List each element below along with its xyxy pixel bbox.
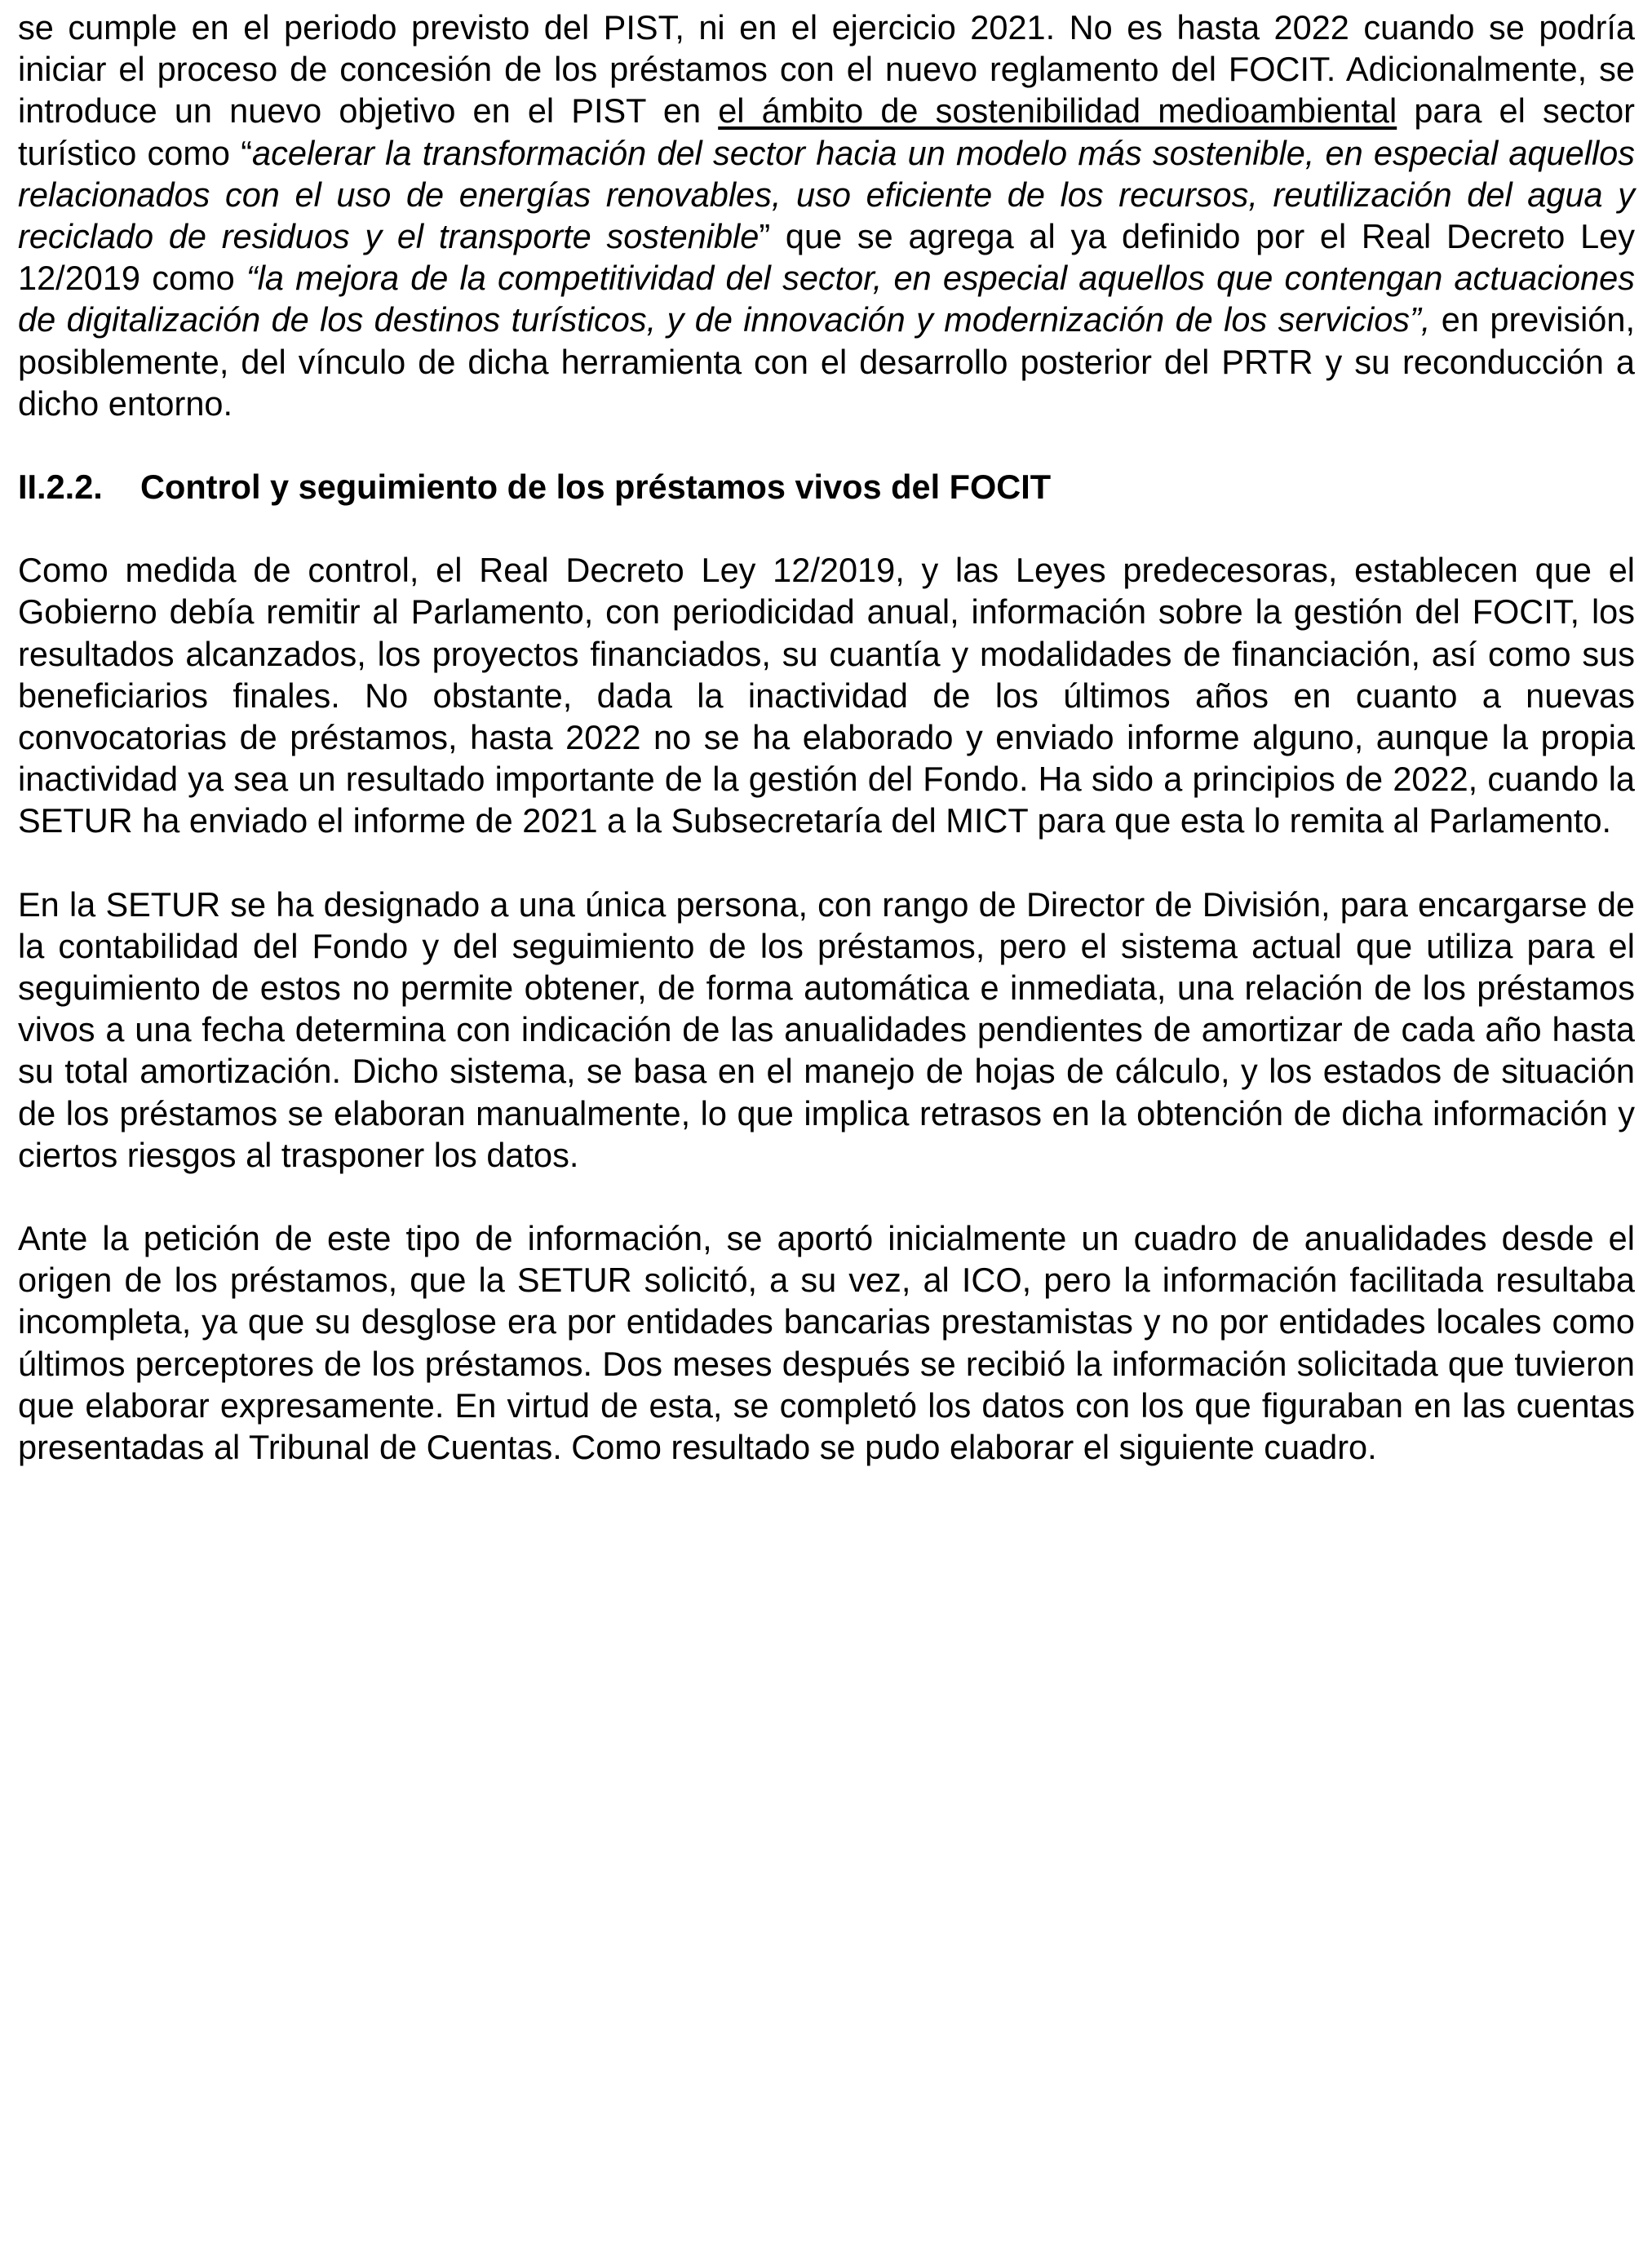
section-heading — [18, 466, 1635, 508]
paragraph-control-measure: Como medida de control, el Real Decreto Ley 12/2019, y las Leyes predecesoras, establecen que el Gobierno debía remitir al Parlamento, con periodicidad anual, información sobre la gestión del FOCIT, los resultados alcanzados, los proyectos financiados, su cuantía y modalidades de financiación, así como sus beneficiarios finales. No obstante, dada la inactividad de los últimos años en cuanto a nuevas convocatorias de préstamos, hasta 2022 no se ha elaborado y enviado informe alguno, aunque la propia inactividad ya sea un resultado importante de la gestión del Fondo. Ha sido a principios de 2022, cuando la SETUR ha enviado el informe de 2021 a la Subsecretaría del MICT para que esta lo remita al Parlamento. — [18, 551, 1635, 840]
paragraph-setur-tracking: En la SETUR se ha designado a una única persona, con rango de Director de División, para encargarse de la contabilidad del Fondo y del seguimiento de los préstamos, pero el sistema actual que utiliza para el seguimiento de estos no permite obtener, de forma automática e inmediata, una relación de los préstamos vivos a una fecha determina con indicación de las anualidades pendientes de amortizar de cada año hasta su total amortización. Dicho sistema, se basa en el manejo de hojas de cálculo, y los estados de situación de los préstamos se elaboran manualmente, lo que implica retrasos en la obtención de dicha información y ciertos riesgos al trasponer los datos. — [18, 884, 1635, 1174]
italic-quote: “la mejora de la competitividad del sector, en especial aquellos que contengan actuaciones de digitalización de los destinos turísticos, y de innovación y modernización de los servicios”, — [18, 259, 1635, 339]
paragraph-text: para el sector turístico como “ — [18, 91, 1635, 172]
paragraph-text: ” que se agrega al ya definido por el Real Decreto Ley 12/2019 como — [18, 217, 1635, 298]
underlined-phrase: el ámbito de sostenibilidad medioambiental — [718, 91, 1397, 131]
paragraph-text: se cumple en el periodo previsto del PIST, ni en el ejercicio 2021. No es hasta 2022 cuando se podría iniciar el proceso de concesión de los préstamos con el nuevo reglamento del FOCIT. Adicionalmente, se introduce un nuevo objetivo en el PIST en — [18, 8, 1635, 131]
document-page — [18, 7, 1635, 1468]
paragraph-pist-objectives — [18, 7, 1635, 424]
section-number: II.2.2. — [18, 468, 103, 507]
italic-quote: acelerar la transformación del sector hacia un modelo más sostenible, en especial aquellos relacionados con el uso de energías renovables, uso eficiente de los recursos, reutilización del agua y reciclado de residuos y el transporte sostenible — [18, 133, 1635, 256]
section-title: Control y seguimiento de los préstamos vivos del FOCIT — [140, 468, 1052, 507]
paragraph-text: en previsión, posiblemente, del vínculo de dicha herramienta con el desarrollo posterior del PRTR y su reconducción a dicho entorno. — [18, 300, 1635, 423]
paragraph-information-request: Ante la petición de este tipo de información, se aportó inicialmente un cuadro de anualidades desde el origen de los préstamos, que la SETUR solicitó, a su vez, al ICO, pero la información facilitada resultaba incompleta, ya que su desglose era por entidades bancarias prestamistas y no por entidades locales como últimos perceptores de los préstamos. Dos meses después se recibió la información solicitada que tuvieron que elaborar expresamente. En virtud de esta, se completó los datos con los que figuraban en las cuentas presentadas al Tribunal de Cuentas. Como resultado se pudo elaborar el siguiente cuadro. — [18, 1219, 1635, 1467]
